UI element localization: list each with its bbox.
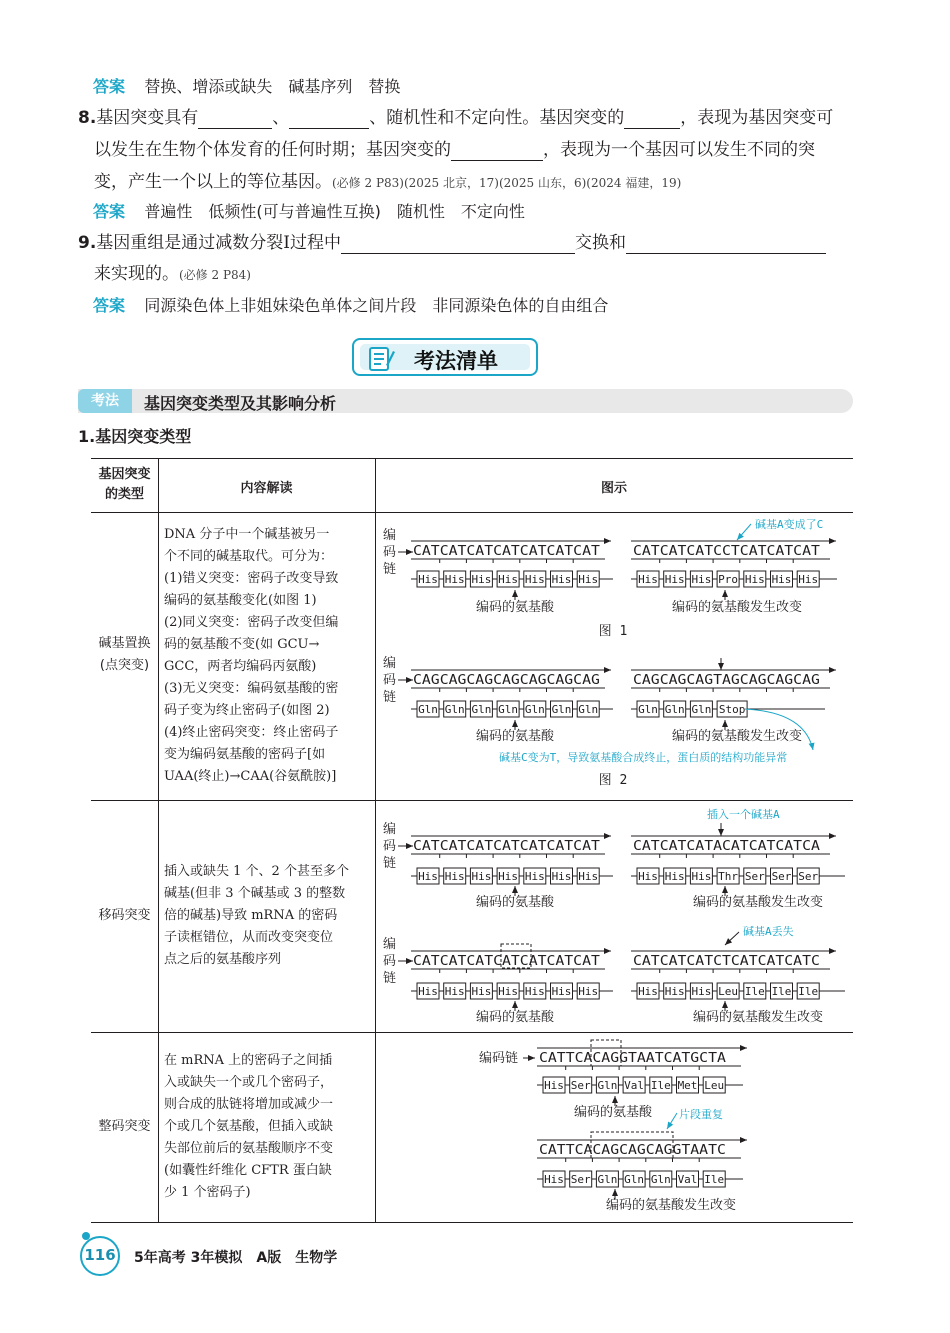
table-col-divider xyxy=(158,458,159,1222)
blank[interactable] xyxy=(289,110,369,129)
q9-text: 交换和 xyxy=(575,233,627,253)
amino-acid-label: His xyxy=(444,573,465,586)
amino-acid-label: His xyxy=(444,985,465,998)
amino-acid-label: His xyxy=(691,573,712,586)
dna-sequence: CATTCACAGCAGCAGGTAATC xyxy=(539,1143,726,1158)
coding-strand-label: 编码链 xyxy=(479,1051,519,1066)
amino-acid-label: Leu xyxy=(718,985,739,998)
q8-text: ，表现为一个基因可以发生不同的突 xyxy=(543,140,815,160)
q9-citation: (必修 2 P84) xyxy=(179,268,251,282)
q8-text: 以发生在生物个体发育的任何时期；基因突变的 xyxy=(94,140,451,160)
amino-acid-label: His xyxy=(798,573,819,586)
blank[interactable] xyxy=(624,110,680,129)
coding-strand-label: 链 xyxy=(383,690,397,705)
dna-sequence: CATCATCATCATCATCATCAT xyxy=(413,839,601,854)
caption: 图 1 xyxy=(598,624,628,639)
caption: 编码的氨基酸发生改变 xyxy=(671,600,803,615)
subheading: 1.基因突变类型 xyxy=(78,427,192,446)
amino-acid-label: His xyxy=(498,870,519,883)
amino-acid-label: Ser xyxy=(744,870,765,883)
amino-acid-label: His xyxy=(444,870,465,883)
row-content: 在 mRNA 上的密码子之间插 入或缺失一个或几个密码子， 则合成的肽链将增加或减少一 个或几个氨基酸，但插入或缺 失部位前后的氨基酸顺序不变 (如囊性纤维化 CFTR 蛋白缺 少 1 个密码子) xyxy=(164,1053,334,1200)
pointer-arrow xyxy=(725,932,739,945)
q7-answer: 替换、增添或缺失 碱基序列 替换 xyxy=(144,77,401,96)
book-title: 5年高考 3年模拟 A版 生物学 xyxy=(134,1250,338,1266)
amino-acid-label: Ile xyxy=(704,1173,725,1186)
header-type: 基因突变 的类型 xyxy=(98,467,151,502)
section-banner xyxy=(352,338,538,376)
caption: 编码的氨基酸 xyxy=(573,1105,653,1120)
blank[interactable] xyxy=(626,235,826,254)
amino-acid-label: His xyxy=(551,870,572,883)
coding-strand-label: 码 xyxy=(383,954,397,969)
coding-strand-label: 链 xyxy=(383,562,397,577)
blank[interactable] xyxy=(341,235,575,254)
q9-text: 基因重组是通过减数分裂Ⅰ过程中 xyxy=(96,233,342,253)
amino-acid-label: Ile xyxy=(650,1079,671,1092)
q8-number: 8. xyxy=(78,108,97,128)
amino-acid-label: His xyxy=(638,985,658,998)
amino-acid-label: His xyxy=(771,573,792,586)
caption: 编码的氨基酸发生改变 xyxy=(692,895,824,910)
amino-acid-label: His xyxy=(664,573,685,586)
q8-line3 xyxy=(94,171,681,194)
q9-line1 xyxy=(78,232,826,254)
amino-acid-label: His xyxy=(744,573,765,586)
amino-acid-label: Thr xyxy=(718,870,739,883)
annotation: 片段重复 xyxy=(679,1108,723,1121)
q9-line2 xyxy=(94,263,251,286)
amino-acid-label: His xyxy=(578,573,599,586)
amino-acid-label: His xyxy=(418,870,438,883)
amino-acid-label: Leu xyxy=(704,1079,725,1092)
q8-text: 、 xyxy=(272,108,290,128)
mutation-diagrams xyxy=(375,512,853,1222)
q8-answer-line xyxy=(93,201,525,223)
amino-acid-label: His xyxy=(471,870,492,883)
coding-strand-label: 编 xyxy=(383,656,397,671)
amino-acid-label: Stop xyxy=(718,703,746,716)
dna-sequence: CATTCACAGGTAATCATGCTA xyxy=(539,1051,727,1066)
amino-acid-label: Val xyxy=(624,1079,645,1092)
amino-acid-label: His xyxy=(578,870,599,883)
notepad-icon xyxy=(366,343,396,373)
amino-acid-label: His xyxy=(664,985,685,998)
kaofa-tag: 考法 xyxy=(78,389,132,413)
annotation-arrow xyxy=(667,1113,677,1129)
coding-strand-label: 码 xyxy=(383,545,397,560)
amino-acid-label: His xyxy=(544,1173,564,1186)
amino-acid-label: Pro xyxy=(718,573,739,586)
caption: 编码的氨基酸 xyxy=(475,895,555,910)
amino-acid-label: His xyxy=(471,985,492,998)
row-type: 移码突变 xyxy=(98,908,151,923)
q9-answer: 同源染色体上非姐妹染色单体之间片段 非同源染色体的自由组合 xyxy=(144,296,609,315)
amino-acid-label: Ile xyxy=(798,985,819,998)
amino-acid-label: Gln xyxy=(498,703,519,716)
amino-acid-label: Ile xyxy=(744,985,765,998)
amino-acid-label: Gln xyxy=(597,1173,618,1186)
dna-sequence: CATCATCATCTCATCATCATC xyxy=(633,954,820,969)
amino-acid-label: Ser xyxy=(570,1173,591,1186)
caption: 图 2 xyxy=(598,773,628,788)
amino-acid-label: Val xyxy=(677,1173,698,1186)
kaofa-title: 基因突变类型及其影响分析 xyxy=(144,394,337,413)
coding-strand-label: 编 xyxy=(383,528,397,543)
q8-text: 基因突变具有 xyxy=(96,108,199,128)
coding-strand-label: 码 xyxy=(383,673,397,688)
amino-acid-label: Gln xyxy=(551,703,572,716)
page-number: 116 xyxy=(84,1246,116,1264)
amino-acid-label: Gln xyxy=(418,703,438,716)
amino-acid-label: His xyxy=(498,573,519,586)
dna-sequence: CATCATCATCATCATCATCAT xyxy=(413,544,601,559)
caption: 编码的氨基酸发生改变 xyxy=(605,1198,737,1213)
amino-acid-label: His xyxy=(638,573,658,586)
amino-acid-label: His xyxy=(524,573,545,586)
amino-acid-label: His xyxy=(418,985,438,998)
amino-acid-label: His xyxy=(638,870,658,883)
header-content: 内容解读 xyxy=(240,481,293,496)
annotation: 插入一个碱基A xyxy=(707,808,780,821)
amino-acid-label: Gln xyxy=(524,703,545,716)
amino-acid-label: His xyxy=(544,1079,564,1092)
answer-label: 答案 xyxy=(93,202,126,221)
coding-strand-label: 编 xyxy=(383,822,397,837)
amino-acid-label: His xyxy=(664,870,685,883)
q8-answer: 普遍性 低频性(可与普遍性互换) 随机性 不定向性 xyxy=(144,202,525,221)
amino-acid-label: His xyxy=(498,985,519,998)
dna-sequence: CAGCAGCAGCAGCAGCAGCAG xyxy=(413,673,601,688)
amino-acid-label: Gln xyxy=(471,703,492,716)
q9-text: 来实现的。 xyxy=(94,264,179,284)
caption: 编码的氨基酸发生改变 xyxy=(692,1010,824,1025)
amino-acid-label: His xyxy=(691,985,712,998)
amino-acid-label: His xyxy=(418,573,438,586)
q8-line1 xyxy=(78,107,833,129)
caption: 编码的氨基酸 xyxy=(475,729,555,744)
header-figure: 图示 xyxy=(600,481,627,496)
q8-citation: (必修 2 P83)(2025 北京，17)(2025 山东，6)(2024 福建，19) xyxy=(332,176,682,190)
row-type: 碱基置换 (点突变) xyxy=(98,636,151,673)
table-top-border xyxy=(91,458,853,459)
row-type: 整码突变 xyxy=(98,1119,151,1134)
amino-acid-label: Ser xyxy=(798,870,819,883)
annotation-arrow xyxy=(737,524,751,540)
amino-acid-label: His xyxy=(471,573,492,586)
dna-sequence: CATCATCATCCTCATCATCAT xyxy=(633,544,821,559)
amino-acid-label: Ser xyxy=(570,1079,591,1092)
dna-sequence: CATCATCATACATCATCATCA xyxy=(633,839,821,854)
section-title: 考法清单 xyxy=(414,349,498,373)
amino-acid-label: Gln xyxy=(638,703,658,716)
amino-acid-label: His xyxy=(691,870,712,883)
q8-text: 变，产生一个以上的等位基因。 xyxy=(94,172,332,192)
blank[interactable] xyxy=(451,142,543,161)
amino-acid-label: Gln xyxy=(664,703,685,716)
caption: 编码的氨基酸 xyxy=(475,600,555,615)
q8-text: 、随机性和不定向性。基因突变的 xyxy=(369,108,625,128)
coding-strand-label: 编 xyxy=(383,937,397,952)
coding-strand-label: 码 xyxy=(383,839,397,854)
amino-acid-label: His xyxy=(551,573,572,586)
amino-acid-label: Met xyxy=(677,1079,698,1092)
row-content: 插入或缺失 1 个、2 个甚至多个 碱基(但非 3 个碱基或 3 的整数 倍的碱基)导致 mRNA 的密码 子读框错位，从而改变突变位 点之后的氨基酸序列 xyxy=(164,864,349,967)
dna-sequence: CAGCAGCAGTAGCAGCAGCAG xyxy=(633,673,821,688)
annotation: 碱基A丢失 xyxy=(743,925,794,938)
annotation: 碱基A变成了C xyxy=(755,518,824,531)
amino-acid-label: Gln xyxy=(578,703,599,716)
amino-acid-label: Gln xyxy=(597,1079,618,1092)
amino-acid-label: Gln xyxy=(650,1173,671,1186)
coding-strand-label: 链 xyxy=(383,971,397,986)
answer-label: 答案 xyxy=(93,296,126,315)
amino-acid-label: His xyxy=(524,870,545,883)
amino-acid-label: Gln xyxy=(624,1173,645,1186)
q8-line2 xyxy=(94,139,815,161)
amino-acid-label: His xyxy=(524,985,545,998)
amino-acid-label: Gln xyxy=(691,703,712,716)
blank[interactable] xyxy=(198,110,272,129)
annotation: 碱基C变为T，导致氨基酸合成终止，蛋白质的结构功能异常 xyxy=(499,751,788,764)
amino-acid-label: Ser xyxy=(771,870,792,883)
amino-acid-label: Ile xyxy=(771,985,792,998)
row-content: DNA 分子中一个碱基被另一 个不同的碱基取代。可分为： (1)错义突变：密码子改变导致 编码的氨基酸变化(如图 1) (2)同义突变：密码子改变但编 码的氨基酸不变(如 GCU→ GCC，两者均编码丙氨酸) (3)无义突变：编码氨基酸的密 码子变为终止密码子(如图 2) (4)终止密码突变：终止密码子 变为编码氨基酸的密码子[如 UAA(终止)→CAA(谷氨酰胺)] xyxy=(164,527,339,784)
amino-acid-label: His xyxy=(578,985,599,998)
caption: 编码的氨基酸发生改变 xyxy=(671,729,803,744)
dot-icon xyxy=(82,1232,90,1240)
q8-text: ，表现为基因突变可 xyxy=(680,108,834,128)
amino-acid-label: Gln xyxy=(444,703,465,716)
table-bottom-border xyxy=(91,1222,853,1223)
answer-label: 答案 xyxy=(93,77,126,96)
q7-answer-line xyxy=(93,76,400,98)
amino-acid-label: His xyxy=(551,985,572,998)
q9-answer-line xyxy=(93,295,608,317)
dna-sequence: CATCATCATCATCATCATCAT xyxy=(413,954,601,969)
caption: 编码的氨基酸 xyxy=(475,1010,555,1025)
q9-number: 9. xyxy=(78,233,97,253)
coding-strand-label: 链 xyxy=(383,856,397,871)
